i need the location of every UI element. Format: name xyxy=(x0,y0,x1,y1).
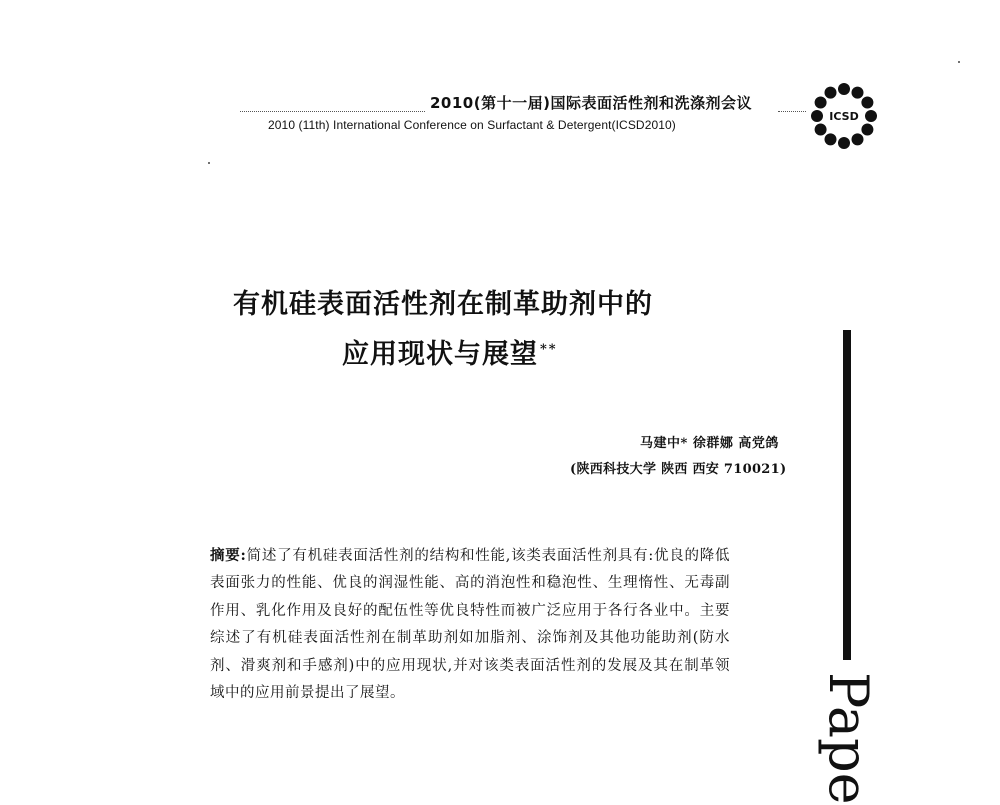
paper-title-line2-text: 应用现状与展望 xyxy=(342,339,538,370)
scan-speck xyxy=(958,61,960,63)
logo-text: ICSD xyxy=(829,110,859,123)
header-dotted-rule-right xyxy=(778,111,806,112)
paper-title-line2 xyxy=(342,332,558,371)
abstract xyxy=(210,542,730,707)
scan-speck xyxy=(208,162,210,164)
abstract-label: 摘要: xyxy=(210,547,247,564)
section-label-rotated: Pape xyxy=(817,672,880,805)
conference-title-en: 2010 (11th) International Conference on Surfactant & Detergent(ICSD2010) xyxy=(268,118,676,132)
author-names: 马建中* 徐群娜 高党鸽 xyxy=(640,436,779,451)
header-dotted-rule-left xyxy=(240,111,425,112)
icsd-logo xyxy=(808,80,880,152)
side-vertical-bar xyxy=(843,330,851,660)
title-footnote-mark: ** xyxy=(540,342,558,357)
paper-title-line1: 有机硅表面活性剂在制革助剂中的 xyxy=(233,289,653,320)
abstract-text: 简述了有机硅表面活性剂的结构和性能,该类表面活性剂具有:优良的降低表面张力的性能、优良的润湿性能、高的消泡性和稳泡性、生理惰性、无毒副作用、乳化作用及良好的配伍性等优良特性而被广泛应用于各行各业中。主要综述了有机硅表面活性剂在制革助剂如加脂剂、涂饰剂及其他功能助剂(防水剂、滑爽剂和手感剂)中的应用现状,并对该类表面活性剂的发展及其在制革领域中的应用前景提出了展望。 xyxy=(210,548,730,702)
conference-title-cn: 2010(第十一届)国际表面活性剂和洗涤剂会议 xyxy=(430,94,752,112)
author-affiliation: (陕西科技大学 陕西 西安 710021) xyxy=(570,462,787,477)
